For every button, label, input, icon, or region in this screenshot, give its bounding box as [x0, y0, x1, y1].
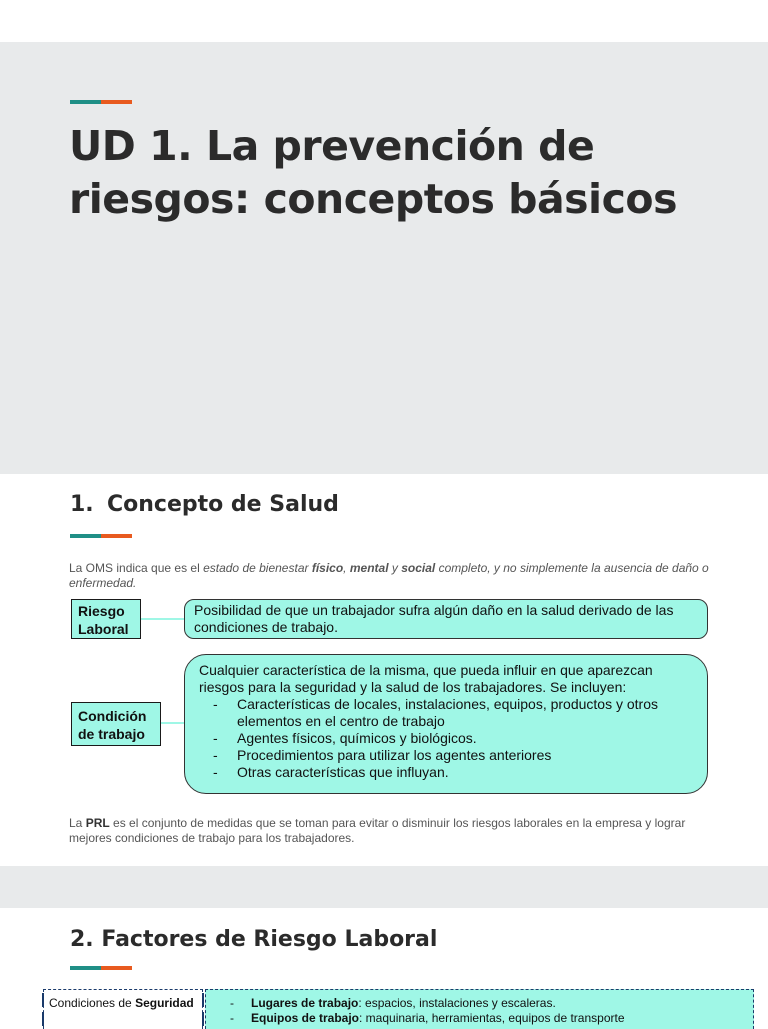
section1-title-text: Concepto de Salud: [107, 492, 339, 517]
section1-number: 1.: [70, 492, 94, 517]
section2-title: 2. Factores de Riesgo Laboral: [70, 927, 438, 952]
section1-accent-bar: [70, 534, 132, 538]
riesgo-connector: [141, 618, 185, 620]
cover-accent-bar: [70, 100, 132, 104]
condicion-item: - Otras características que influyan.: [199, 764, 697, 781]
condicion-trabajo-definition: Cualquier característica de la misma, que pueda influir en que aparezcan riesgos para la seguridad y la salud de los trabajadores. Se incluyen: - Características de locales, instalaciones, equipos, productos y otros elementos en el centro de trabajo - Agentes físicos, químicos y biológicos. - Procedimientos para utilizar los agentes anteriores - Otras características que influyan.: [184, 654, 708, 794]
riesgo-laboral-label: Riesgo Laboral: [71, 599, 141, 639]
condicion-trabajo-label: Condición de trabajo: [71, 702, 161, 746]
section1-title: [70, 492, 339, 517]
condicion-item: - Características de locales, instalaciones, equipos, productos y otros elementos en el centro de trabajo: [199, 696, 697, 730]
factores-table-row-content: [205, 989, 754, 1029]
oms-definition: La OMS indica que es el estado de bienestar físico, mental y social completo, y no simplemente la ausencia de daño o enfermedad.: [69, 561, 709, 590]
condicion-item: - Procedimientos para utilizar los agentes anteriores: [199, 747, 697, 764]
factores-item: - Equipos de trabajo: maquinaria, herramientas, equipos de transporte: [206, 1011, 753, 1026]
factores-table-row-label: Condiciones de Seguridad: [43, 989, 203, 1029]
cover-title: UD 1. La prevención de riesgos: conceptos básicos: [69, 122, 677, 223]
section-divider-band: [0, 866, 768, 908]
prl-definition: La PRL es el conjunto de medidas que se toman para evitar o disminuir los riesgos laborales en la empresa y lograr mejores condiciones de trabajo para los trabajadores.: [69, 816, 686, 845]
factores-item: - Lugares de trabajo: espacios, instalaciones y escaleras.: [206, 996, 753, 1011]
section2-accent-bar: [70, 966, 132, 970]
cover-band: [0, 42, 768, 474]
condicion-item: - Agentes físicos, químicos y biológicos.: [199, 730, 697, 747]
riesgo-laboral-definition: Posibilidad de que un trabajador sufra algún daño en la salud derivado de las condiciones de trabajo.: [184, 599, 708, 639]
condicion-connector: [161, 722, 185, 724]
